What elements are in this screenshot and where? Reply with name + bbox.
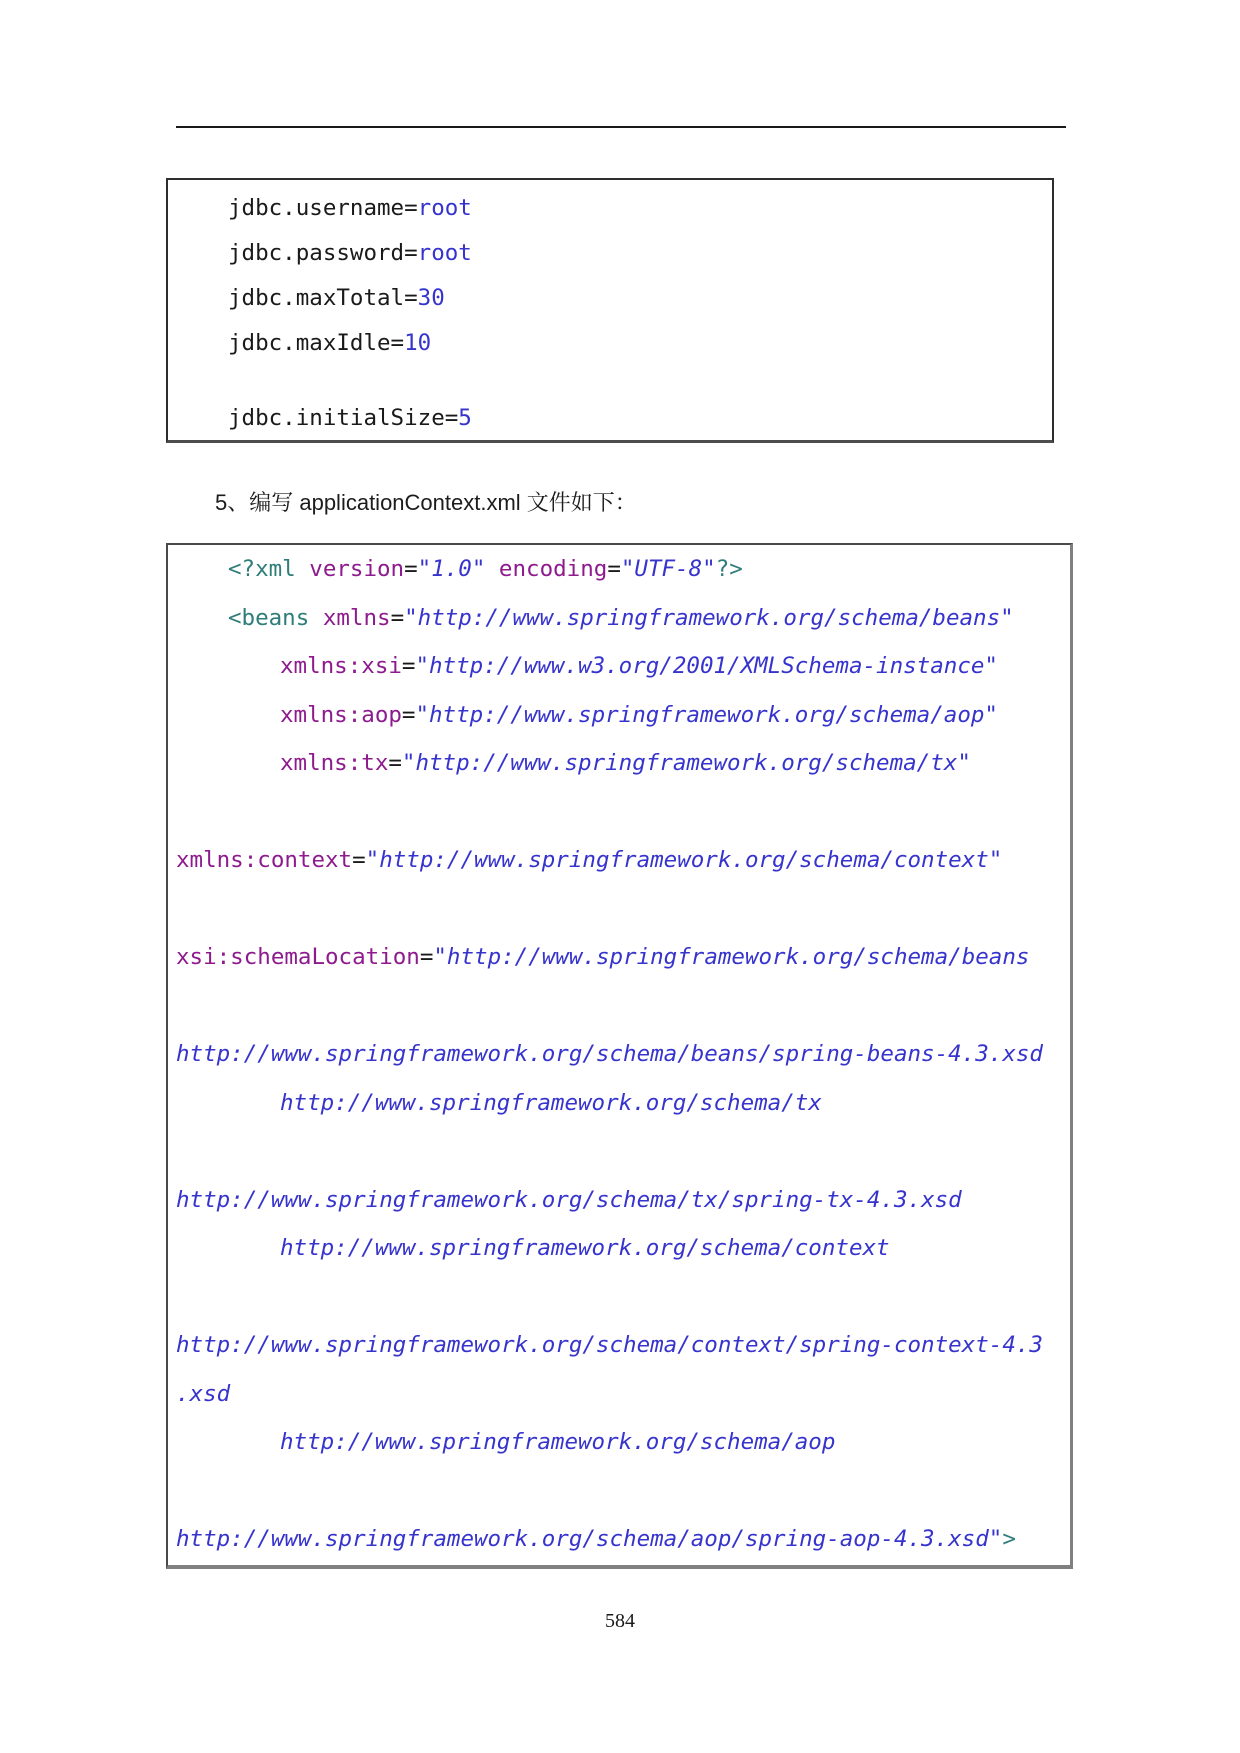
code-line [176,1224,1070,1273]
code-token: = [352,847,366,873]
code-line [176,1418,1070,1467]
code-token: = [390,604,405,631]
code-line [176,231,1052,276]
code-line [176,739,1070,788]
code-token: > [1002,1526,1016,1552]
code-line [176,1273,1070,1322]
code-token: http://www.springframework.org/schema/context/spring-context-4.3 [176,1332,1043,1358]
code-line [176,642,1070,691]
code-line [176,788,1070,837]
section-heading: 5、编写 applicationContext.xml 文件如下： [215,490,637,515]
code-token: root [417,195,472,221]
code-token: jdbc.password= [228,240,418,266]
code-token: 5 [458,405,472,431]
code-token: "1.0" [417,556,486,582]
header-rule [176,126,1066,128]
code-token: = [401,701,416,728]
code-token: root [417,240,472,266]
application-context-code-block [166,543,1073,1569]
code-token: "http://www.springframework.org/schema/aop" [415,701,998,728]
code-token: xmlns:aop [280,701,402,728]
code-token: = [607,556,621,582]
code-token: http://www.springframework.org/schema/tx/spring-tx-4.3.xsd [176,1186,962,1213]
code-line [176,276,1052,321]
code-token: "UTF-8" [620,556,716,582]
code-line [176,1321,1070,1370]
code-line [176,186,1052,231]
code-token: http://www.springframework.org/schema/aop [280,1429,836,1455]
code-token: version [295,556,405,582]
code-token: 10 [404,330,432,356]
code-token: jdbc.username= [228,195,418,221]
code-line [176,885,1070,934]
code-token: xmlns:tx [280,750,389,776]
code-token: ?> [715,556,743,582]
code-line [176,1030,1070,1079]
code-token: .xsd [176,1380,231,1407]
code-token: "http://www.springframework.org/schema/beans" [404,604,1014,631]
code-token: xmlns:xsi [280,653,402,679]
code-line [176,545,1070,594]
code-token: http://www.springframework.org/schema/beans/spring-beans-4.3.xsd [176,1041,1043,1067]
code-token: "http://www.springframework.org/schema/tx" [401,750,971,776]
code-token: = [419,944,434,970]
code-token: http://www.springframework.org/schema/aop/spring-aop-4.3.xsd" [176,1526,1003,1552]
code-line [176,396,1052,441]
code-line [176,1515,1070,1564]
code-line [176,982,1070,1031]
code-token: encoding [485,556,608,582]
code-token: jdbc.maxIdle= [228,330,405,356]
code-token: "http://www.springframework.org/schema/beans [433,944,1030,970]
code-token: = [388,750,402,776]
code-line [176,933,1070,982]
code-token: http://www.springframework.org/schema/tx [280,1089,822,1116]
code-token: "http://www.w3.org/2001/XMLSchema-instance" [415,653,998,679]
code-line [176,1467,1070,1516]
code-line [176,836,1070,885]
code-token: xsi:schemaLocation [176,944,420,970]
code-token: 30 [417,285,445,311]
code-token: = [401,653,416,679]
jdbc-properties-code-block [166,178,1054,443]
page-number: 584 [605,1610,635,1632]
code-token: jdbc.initialSize= [228,405,459,431]
code-token: http://www.springframework.org/schema/context [280,1235,890,1261]
code-line [176,1079,1070,1128]
code-token: xmlns:context [176,847,353,873]
code-line [176,1176,1070,1225]
code-token: <?xml [228,556,296,582]
code-token: "http://www.springframework.org/schema/context" [365,847,1003,873]
code-token: <beans [228,604,310,631]
code-line [176,691,1070,740]
code-line [176,321,1052,366]
code-line [176,1127,1070,1176]
code-token: xmlns [309,604,391,631]
code-token: jdbc.maxTotal= [228,285,418,311]
code-token: = [404,556,418,582]
code-line [176,594,1070,643]
code-line [176,1370,1070,1419]
code-line [176,366,1052,396]
